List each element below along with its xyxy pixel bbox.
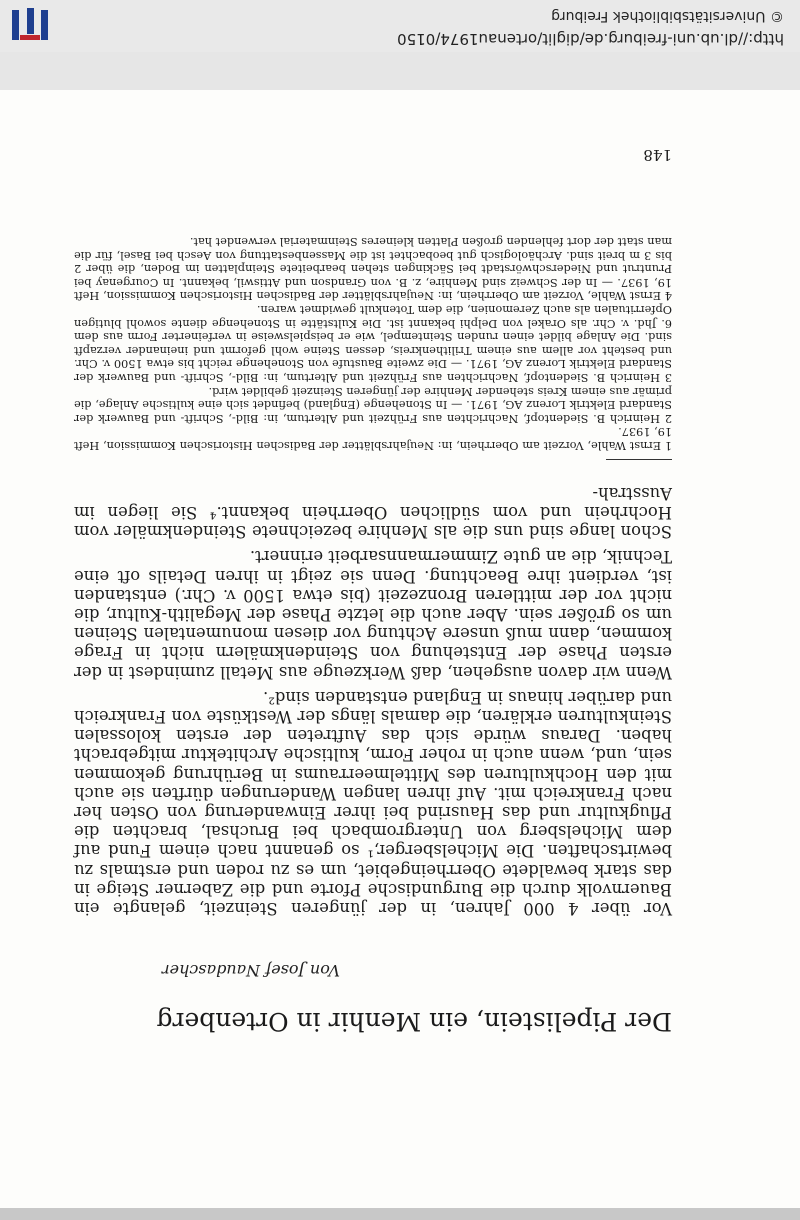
page-edge — [0, 1208, 800, 1220]
footnotes — [74, 235, 672, 453]
paragraph-2: Wenn wir davon ausgehen, daß Werkzeuge aus Metall zumindest in der ersten Phase der Entstehung von Steindenkmälern nicht in Frage kommen, dann muß unsere Achtung vor diesen monumentalen Steinen um so größer sein. Aber auch die letzte Phase der Megalith-Kultur, die nicht vor der mittleren Bronzezeit (bis etwa 1500 v. Chr.) entstanden ist, verdient ihre Beachtung. Denn sie zeigt in ihren Details oft eine Technik, die an gute Zimmermannsarbeit erinnert. — [74, 547, 672, 682]
page-number: 148 — [643, 146, 672, 164]
footnote-2: 2 Heinrich B. Siedentopf, Nachrichten aus Frühzeit und Altertum, in: Bild-, Schrift- und Bauwerk der Standard Elektrik Lorenz AG, 1971. — In Stonehenge (England) befindet sich eine kultische Anlage, die primär aus einem Kreis stehender Menhire der jüngeren Steinzeit gebildet wird. — [74, 384, 672, 425]
footnote-4: 4 Ernst Wahle, Vorzeit am Oberrhein, in: Neujahrsblätter der Badischen Historischen Kommission, Heft 19, 1937. — In der Schweiz sind Menhire, z. B. von Grandson und Attiswil, bekannt. In Courgenay bei Pruntrut und Niederschwörstadt bei Säckingen stehen bearbeitete Steinplatten im Boden, die über 2 bis 3 m breit sind. Archäologisch gut beobachtet ist die Massenbestattung von Aesch bei Basel, für die man statt der dort fehlenden großen Platten kleineres Steinmaterial verwendet hat. — [74, 235, 672, 303]
copyright-notice: © Universitätsbibliothek Freiburg — [551, 8, 784, 24]
paragraph-3: Schon lange sind uns die als Menhire bezeichnete Steindenkmäler vom Hochrhein und vom südlichen Oberrhein bekannt.⁴ Sie liegen im Ausstrah- — [74, 483, 672, 542]
article-body — [74, 478, 672, 918]
library-logo-icon — [8, 4, 52, 44]
article-title: Der Pipelistein, ein Menhir in Ortenberg — [156, 1007, 672, 1036]
footnote-3: 3 Heinrich B. Siedentopf, Nachrichten aus Frühzeit und Altertum, in: Bild-, Schrift- und Bauwerk der Standard Elektrik Lorenz AG, 1971. — Die zweite Baustufe von Stonehenge reicht bis etwa 1500 v. Chr. und besteht vor allem aus einem Trilithenkreis, dessen Steine wohl geformt und ineinander verzapft sind. Die Anlage bildet einen runden Steintempel, wie er beispielsweise in verfeinerter Form aus dem 6. Jhd. v. Chr. als Orakel von Delphi bekannt ist. Die Kultstätte in Stonehenge diente sowohl blutigen Opferritualen als auch Zeremonien, die dem Totenkult gewidmet waren. — [74, 303, 672, 385]
paragraph-1: Vor über 4 000 Jahren, in der jüngeren Steinzeit, gelangte ein Bauernvolk durch die Burgundische Pforte und die Zaberner Steige in das stark bewaldete Oberrheingebiet, um es zu roden und erstmals zu bewirtschaften. Die Michelsberger,¹ so genannt nach einem Fund auf dem Michelsberg von Untergrombach bei Bruchsal, brachten die Pflugkultur und das Hausrind bei ihrer Einwanderung von Osten her nach Frankreich mit. Auf ihren langen Wanderungen dürften sie auch mit den Hochkulturen des Mittelmeerraums in Berührung gekommen sein, und, wenn auch in roher Form, kultische Architektur mitgebracht haben. Daraus würde sich das Auftreten der ersten kolossalen Steinkulturen erklären, die damals längs der Westküste von Frankreich und darüber hinaus in England entstanden sind². — [74, 687, 672, 918]
footnote-rule — [606, 459, 672, 460]
footnote-1: 1 Ernst Wahle, Vorzeit am Oberrhein, in: Neujahrsblätter der Badischen Historischen Kommission, Heft 19, 1937. — [74, 425, 672, 452]
permalink-url[interactable]: http://dl.ub.uni-freiburg.de/diglit/ortenau1974/0150 — [397, 30, 784, 48]
article-author: Von Josef Naudascher — [161, 961, 340, 980]
